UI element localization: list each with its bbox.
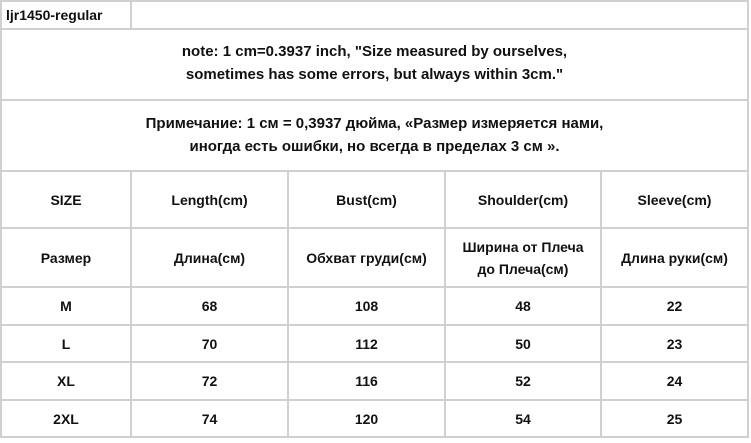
length-cell: 74 bbox=[201, 410, 218, 427]
header-length: Length(cm) bbox=[171, 191, 248, 208]
header-sleeve: Sleeve(cm) bbox=[637, 191, 712, 208]
note-russian-line-1: Примечание: 1 см = 0,3937 дюйма, «Размер измеряется нами, bbox=[145, 115, 604, 132]
bust-cell: 120 bbox=[354, 410, 379, 427]
border-bottom bbox=[0, 436, 749, 438]
note-english bbox=[0, 40, 749, 86]
note-english-line-2: sometimes has some errors, but always within 3cm." bbox=[185, 66, 564, 83]
header-sleeve-ru: Длина руки(см) bbox=[621, 249, 728, 266]
note-russian bbox=[0, 112, 749, 158]
length-cell: 68 bbox=[201, 298, 218, 314]
divider-below-en-note bbox=[0, 99, 749, 101]
code-cell-divider bbox=[130, 0, 132, 30]
header-shoulder-ru: Ширина от Плеча до Плеча(см) bbox=[462, 238, 584, 277]
sleeve-cell: 24 bbox=[666, 373, 683, 389]
header-size: SIZE bbox=[50, 191, 82, 208]
header-bust: Bust(cm) bbox=[336, 191, 397, 208]
header-bust-ru: Обхват груди(см) bbox=[306, 249, 427, 266]
product-code: ljr1450-regular bbox=[6, 7, 103, 23]
shoulder-cell: 54 bbox=[515, 410, 531, 427]
sleeve-cell: 22 bbox=[666, 298, 683, 314]
border-top bbox=[0, 0, 749, 2]
length-cell: 72 bbox=[201, 373, 218, 389]
size-cell: M bbox=[60, 298, 72, 314]
size-cell: 2XL bbox=[53, 410, 79, 427]
size-cell: XL bbox=[57, 373, 75, 389]
bust-cell: 116 bbox=[355, 373, 378, 389]
sleeve-cell: 23 bbox=[666, 335, 683, 352]
divider-below-code bbox=[0, 28, 749, 30]
bust-cell: 112 bbox=[355, 335, 378, 352]
bust-cell: 108 bbox=[354, 298, 379, 314]
length-cell: 70 bbox=[201, 335, 218, 352]
shoulder-cell: 48 bbox=[515, 298, 531, 314]
shoulder-cell: 50 bbox=[515, 335, 531, 352]
sleeve-cell: 25 bbox=[666, 410, 683, 427]
shoulder-cell: 52 bbox=[515, 373, 531, 389]
header-length-ru: Длина(см) bbox=[173, 249, 246, 266]
header-shoulder: Shoulder(cm) bbox=[477, 191, 569, 208]
header-size-ru: Размер bbox=[40, 249, 92, 266]
note-english-line-1: note: 1 cm=0.3937 inch, "Size measured by ourselves, bbox=[181, 43, 568, 60]
note-russian-line-2: иногда есть ошибки, но всегда в пределах 3 см ». bbox=[189, 138, 560, 155]
size-cell: L bbox=[61, 335, 71, 352]
